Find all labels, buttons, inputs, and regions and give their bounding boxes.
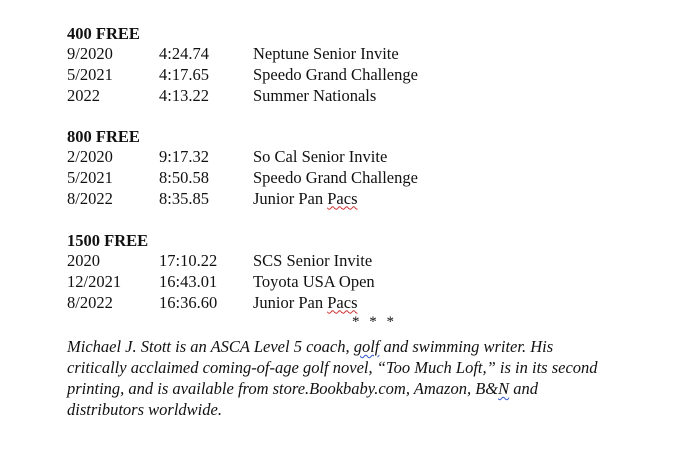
result-time: 4:17.65 bbox=[159, 64, 209, 84]
result-date: 2/2020 bbox=[67, 147, 113, 166]
grammar-flagged-word: N bbox=[498, 379, 510, 398]
result-time: 17:10.22 bbox=[159, 251, 218, 270]
result-date: 9/2020 bbox=[67, 44, 113, 63]
result-time: 8:50.58 bbox=[159, 167, 209, 187]
grammar-flagged-word: golf bbox=[353, 337, 380, 356]
result-time: 16:43.01 bbox=[159, 271, 218, 291]
bio-line: distributors worldwide. bbox=[67, 400, 222, 419]
result-meet: Junior Pan Pacs bbox=[253, 188, 358, 208]
result-date: 5/2021 bbox=[67, 167, 113, 187]
section-separator: * * * bbox=[352, 314, 397, 330]
result-date: 8/2022 bbox=[67, 292, 113, 312]
result-row bbox=[67, 292, 358, 314]
result-time: 4:24.74 bbox=[159, 44, 209, 63]
result-row bbox=[67, 147, 388, 168]
result-date: 2020 bbox=[67, 251, 100, 270]
section-800-free bbox=[67, 127, 418, 209]
result-meet: Speedo Grand Challenge bbox=[253, 64, 418, 84]
section-heading: 400 FREE bbox=[67, 24, 140, 43]
result-row bbox=[67, 85, 377, 107]
result-meet: Speedo Grand Challenge bbox=[253, 167, 418, 187]
result-row bbox=[67, 188, 358, 210]
section-heading: 1500 FREE bbox=[67, 231, 149, 250]
spellcheck-flagged-word: Pacs bbox=[327, 188, 358, 208]
bio-line: printing, and is available from store.Bookbaby.com, Amazon, B&N and bbox=[67, 379, 539, 398]
result-time: 8:35.85 bbox=[159, 188, 209, 208]
section-1500-free bbox=[67, 231, 375, 313]
result-date: 5/2021 bbox=[67, 64, 113, 84]
result-row bbox=[67, 64, 418, 86]
result-time: 4:13.22 bbox=[159, 85, 209, 105]
result-meet: Toyota USA Open bbox=[253, 271, 375, 291]
result-row bbox=[67, 44, 399, 65]
result-date: 2022 bbox=[67, 85, 100, 105]
result-meet: Summer Nationals bbox=[253, 85, 377, 105]
result-meet: Junior Pan Pacs bbox=[253, 292, 358, 312]
result-row bbox=[67, 251, 373, 272]
result-meet: Neptune Senior Invite bbox=[253, 44, 399, 63]
result-time: 9:17.32 bbox=[159, 147, 209, 166]
result-meet: SCS Senior Invite bbox=[253, 251, 373, 270]
bio-line: Michael J. Stott is an ASCA Level 5 coach, golf and swimming writer. His bbox=[67, 337, 554, 356]
bio-line: critically acclaimed coming-of-age golf novel, “Too Much Loft,” is in its second bbox=[67, 358, 598, 377]
result-meet: So Cal Senior Invite bbox=[253, 147, 388, 166]
spellcheck-flagged-word: Pacs bbox=[327, 292, 358, 312]
result-time: 16:36.60 bbox=[159, 292, 218, 312]
result-row bbox=[67, 167, 418, 189]
result-date: 12/2021 bbox=[67, 271, 122, 291]
result-date: 8/2022 bbox=[67, 188, 113, 208]
section-400-free bbox=[67, 24, 418, 106]
result-row bbox=[67, 271, 375, 293]
author-bio bbox=[67, 336, 677, 420]
section-heading: 800 FREE bbox=[67, 127, 140, 146]
